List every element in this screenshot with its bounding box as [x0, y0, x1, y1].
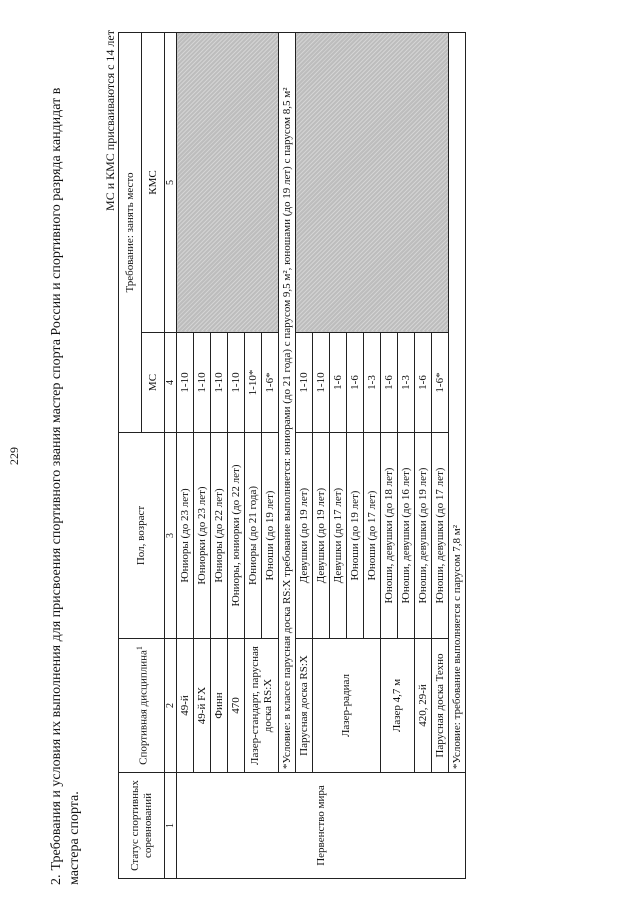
table-row [177, 33, 194, 879]
header-gender-age: Пол, возраст [119, 433, 165, 639]
ms-cell: 1-10 [177, 333, 194, 433]
discipline-cell: 420, 29-й [415, 639, 432, 773]
header-status: Статус спортивных соревнований [119, 773, 165, 879]
column-index: 4 [165, 333, 177, 433]
footnote-mark: 1 [134, 646, 144, 651]
header-ms: МС [142, 333, 165, 433]
ms-cell: 1-10 [194, 333, 211, 433]
gender-cell: Юниорки (до 23 лет) [194, 433, 211, 639]
column-index: 1 [165, 773, 177, 879]
ms-cell: 1-3 [364, 333, 381, 433]
age-note: МС и КМС присваиваются с 14 лет [103, 30, 117, 211]
discipline-cell: Финн [211, 639, 228, 773]
section-number: 2. [49, 874, 64, 885]
discipline-cell: 49-й FX [194, 639, 211, 773]
ms-cell: 1-10 [313, 333, 330, 433]
condition-note: *Условие: в классе парусная доска RS:X требование выполняется: юниорами (до 21 года) с парусом 9,5 м², юношами (до 19 лет) с парусом 8,5 м² [279, 33, 296, 773]
gender-cell: Девушки (до 17 лет) [330, 433, 347, 639]
status-cell: Первенство мира [177, 773, 466, 879]
discipline-cell: Лазер 4,7 м [381, 639, 415, 773]
gender-cell: Юниоры (до 21 года) [245, 433, 262, 639]
column-index: 3 [165, 433, 177, 639]
gender-cell: Юниоры, юниорки (до 22 лет) [228, 433, 245, 639]
ms-cell: 1-6 [330, 333, 347, 433]
section-heading [48, 65, 84, 885]
ms-cell: 1-10* [245, 333, 262, 433]
note-row [449, 33, 466, 879]
discipline-cell: Парусная доска Техно [432, 639, 449, 773]
gender-cell: Юноши, девушки (до 17 лет) [432, 433, 449, 639]
discipline-cell: Парусная доска RS:X [296, 639, 313, 773]
condition-note: *Условие: требование выполняется с парусом 7,8 м² [449, 33, 466, 773]
kms-shaded-cell [177, 33, 279, 333]
ms-cell: 1-6* [262, 333, 279, 433]
header-kms: КМС [142, 33, 165, 333]
gender-cell: Юноши, девушки (до 16 лет) [398, 433, 415, 639]
ms-cell: 1-6* [432, 333, 449, 433]
ms-cell: 1-3 [398, 333, 415, 433]
gender-cell: Юноши (до 19 лет) [262, 433, 279, 639]
gender-cell: Юноши (до 17 лет) [364, 433, 381, 639]
ms-cell: 1-10 [296, 333, 313, 433]
gender-cell: Юниоры (до 22 лет) [211, 433, 228, 639]
discipline-cell: Лазер-стандарт, парусная доска RS:X [245, 639, 279, 773]
kms-shaded-cell [296, 33, 449, 333]
discipline-cell: Лазер-радиал [313, 639, 381, 773]
page-number: 229 [7, 447, 21, 465]
ms-cell: 1-6 [381, 333, 398, 433]
header-requirement: Требование: занять место [119, 33, 142, 433]
note-row [279, 33, 296, 879]
column-index: 2 [165, 639, 177, 773]
gender-cell: Девушки (до 19 лет) [296, 433, 313, 639]
table-row [296, 33, 313, 879]
gender-cell: Юноши, девушки (до 19 лет) [415, 433, 432, 639]
requirements-table [118, 32, 466, 879]
gender-cell: Юноши (до 19 лет) [347, 433, 364, 639]
gender-cell: Юноши, девушки (до 18 лет) [381, 433, 398, 639]
ms-cell: 1-6 [415, 333, 432, 433]
section-heading-text: Требования и условия их выполнения для присвоения спортивного звания мастер спорта России и спортивного разряда кандидат в мастера спорта. [49, 87, 82, 885]
gender-cell: Девушки (до 19 лет) [313, 433, 330, 639]
column-index-row [165, 33, 177, 879]
ms-cell: 1-10 [228, 333, 245, 433]
ms-cell: 1-6 [347, 333, 364, 433]
header-discipline: Спортивная дисциплина$^1$ [119, 639, 165, 773]
ms-cell: 1-10 [211, 333, 228, 433]
gender-cell: Юниоры (до 23 лет) [177, 433, 194, 639]
column-index: 5 [165, 33, 177, 333]
discipline-cell: 470 [228, 639, 245, 773]
discipline-cell: 49-й [177, 639, 194, 773]
